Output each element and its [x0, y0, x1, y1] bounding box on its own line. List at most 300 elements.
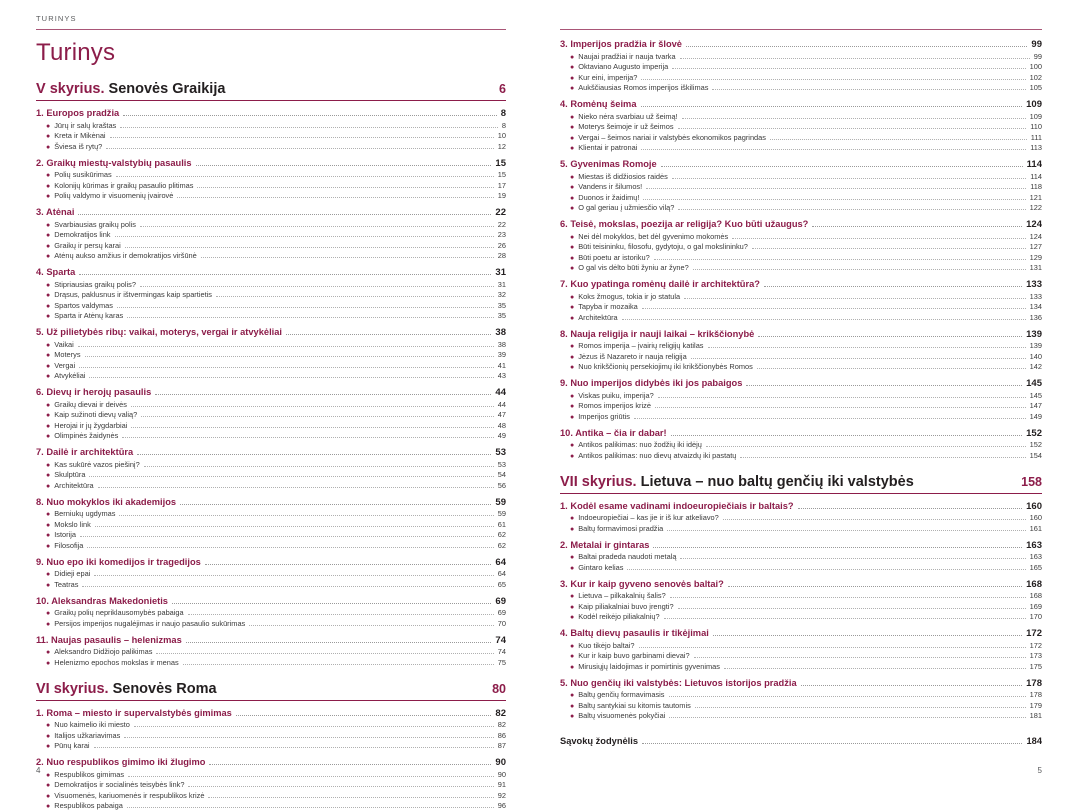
- subsection-entry[interactable]: [560, 440, 1042, 449]
- subsection-entry[interactable]: [560, 83, 1042, 92]
- subsection-entry[interactable]: [36, 121, 506, 130]
- subsection-title: Lietuva – pilkakalnių šalis?: [578, 591, 666, 600]
- leader-dots: [667, 530, 1025, 531]
- section-name: Antika – čia ir dabar!: [575, 427, 667, 438]
- section-title: [560, 39, 682, 49]
- subsection-page: 169: [1029, 601, 1042, 611]
- section-name: Graikų miestų-valstybių pasaulis: [46, 157, 192, 168]
- bullet-icon: ●: [570, 184, 575, 191]
- section-entry[interactable]: [36, 108, 506, 119]
- leader-dots: [678, 128, 1027, 129]
- leader-dots: [122, 437, 493, 438]
- bullet-icon: ●: [570, 124, 575, 131]
- subsection-entry[interactable]: [36, 569, 506, 578]
- subsection-page: 12: [497, 141, 506, 151]
- subsection-page: 110: [1030, 122, 1042, 131]
- bullet-icon: ●: [570, 293, 575, 301]
- chapter-roman: VI skyrius.: [36, 680, 109, 697]
- section-entry[interactable]: [560, 678, 1042, 689]
- subsection-title: Teatras: [54, 579, 79, 589]
- subsection-title: Vaikai: [54, 339, 74, 349]
- bullet-icon: ●: [570, 64, 575, 71]
- bullet-icon: ●: [46, 649, 51, 656]
- subsection-entry[interactable]: [36, 770, 506, 779]
- section-page: 38: [495, 327, 506, 338]
- bullet-icon: ●: [570, 134, 575, 142]
- subsection-title: Skulptūra: [54, 470, 86, 479]
- leader-dots: [188, 786, 493, 787]
- subsection-entry[interactable]: [560, 203, 1042, 212]
- subsection-entry[interactable]: [560, 302, 1042, 311]
- subsection-entry[interactable]: [560, 451, 1042, 460]
- subsection-entry[interactable]: [560, 341, 1042, 350]
- leader-dots: [686, 46, 1027, 47]
- leader-dots: [249, 625, 494, 626]
- subsection-entry[interactable]: [36, 280, 506, 289]
- subsection-entry[interactable]: [560, 552, 1042, 561]
- leader-dots: [131, 406, 494, 407]
- subsection-entry[interactable]: [36, 301, 506, 310]
- subsection-entry[interactable]: [560, 143, 1042, 152]
- subsection-title: Berniukų ugdymas: [54, 509, 116, 518]
- right-column: [540, 0, 1080, 783]
- leader-dots: [98, 487, 494, 488]
- subsection-entry[interactable]: [36, 361, 506, 370]
- chapter-name: Senovės Roma: [112, 680, 217, 697]
- subsection-title: Šviesa iš rytų?: [54, 141, 103, 151]
- leader-dots: [712, 89, 1025, 90]
- glossary-page: 184: [1026, 736, 1042, 746]
- subsection-entry[interactable]: [560, 690, 1042, 699]
- section-entry[interactable]: [560, 329, 1042, 340]
- subsection-page: 165: [1029, 562, 1042, 572]
- bullet-icon: ●: [46, 521, 51, 529]
- bullet-icon: ●: [46, 341, 51, 349]
- section-name: Nuo respublikos gimimo iki žlugimo: [46, 757, 206, 767]
- leader-dots: [137, 454, 491, 455]
- bullet-icon: ●: [46, 193, 51, 200]
- leader-dots: [770, 139, 1027, 140]
- section-entry[interactable]: [36, 327, 506, 338]
- section-entry[interactable]: [560, 428, 1042, 439]
- section-entry[interactable]: [36, 267, 506, 278]
- section-title: [36, 596, 168, 606]
- subsection-entry[interactable]: [36, 801, 506, 810]
- subsection-entry[interactable]: [36, 241, 506, 250]
- bullet-icon: ●: [570, 403, 575, 410]
- leader-dots: [691, 358, 1026, 359]
- subsection-title: Visuomenės, kariuomenės ir respublikos krizė: [54, 790, 205, 800]
- section-title: [36, 158, 192, 168]
- subsection-title: Romos imperija – įvairių religijų katilas: [578, 341, 704, 350]
- leader-dots: [641, 79, 1025, 80]
- subsection-entry[interactable]: [560, 263, 1042, 272]
- subsection-entry[interactable]: [560, 651, 1042, 660]
- subsection-page: 41: [497, 360, 506, 370]
- subsection-entry[interactable]: [36, 720, 506, 729]
- subsection-title: Gintaro kelias: [578, 562, 624, 572]
- subsection-title: Vandens ir šilumos!: [578, 182, 643, 191]
- left-entries: [36, 81, 506, 810]
- leader-dots: [706, 446, 1026, 447]
- subsection-entry[interactable]: [36, 340, 506, 349]
- section-page: 69: [495, 595, 506, 607]
- bullet-icon: ●: [46, 302, 51, 310]
- subsection-entry[interactable]: [36, 311, 506, 320]
- subsection-entry[interactable]: [560, 401, 1042, 410]
- subsection-page: 99: [1033, 51, 1042, 61]
- bullet-icon: ●: [570, 304, 575, 311]
- subsection-page: 173: [1029, 651, 1042, 660]
- subsection-title: Demokratijos link: [54, 230, 111, 239]
- bullet-icon: ●: [46, 133, 51, 140]
- bullet-icon: ●: [46, 242, 51, 250]
- subsection-page: 87: [497, 741, 506, 750]
- subsection-entry[interactable]: [36, 481, 506, 490]
- section-entry[interactable]: [36, 387, 506, 398]
- leader-dots: [79, 367, 494, 368]
- section-entry[interactable]: [36, 708, 506, 719]
- bullet-icon: ●: [46, 732, 51, 740]
- subsection-entry[interactable]: [560, 172, 1042, 181]
- section-entry[interactable]: [36, 757, 506, 768]
- subsection-entry[interactable]: [560, 313, 1042, 322]
- subsection-entry[interactable]: [36, 131, 506, 140]
- bullet-icon: ●: [570, 314, 575, 322]
- subsection-entry[interactable]: [36, 619, 506, 628]
- subsection-entry[interactable]: [560, 412, 1042, 421]
- section-entry[interactable]: [560, 579, 1042, 590]
- subsection-title: Atvykėliai: [54, 371, 86, 380]
- subsection-entry[interactable]: [36, 371, 506, 380]
- subsection-title: Svarbiausias graikų polis: [54, 219, 136, 229]
- leader-dots: [78, 346, 494, 347]
- leader-dots: [156, 653, 493, 654]
- bullet-icon: ●: [46, 532, 51, 539]
- subsection-entry[interactable]: [560, 563, 1042, 572]
- bullet-icon: ●: [46, 313, 51, 320]
- subsection-entry[interactable]: [36, 780, 506, 789]
- section-number: 5.: [36, 327, 44, 337]
- section-name: Nuo mokyklos iki akademijos: [46, 496, 177, 507]
- section-page: 133: [1026, 279, 1042, 290]
- leader-dots: [684, 298, 1026, 299]
- subsection-page: 43: [497, 371, 506, 380]
- section-entry[interactable]: [560, 39, 1042, 50]
- subsection-title: Didieji epai: [54, 569, 91, 578]
- subsection-title: Nuo kaimelio iki miesto: [54, 720, 130, 729]
- subsection-entry[interactable]: [36, 791, 506, 800]
- glossary-entry[interactable]: [560, 736, 1042, 746]
- subsection-title: Oktaviano Augusto imperija: [578, 62, 669, 71]
- section-title: [36, 757, 205, 767]
- subsection-entry[interactable]: [36, 170, 506, 179]
- section-entry[interactable]: [36, 596, 506, 607]
- bullet-icon: ●: [46, 571, 51, 578]
- subsection-entry[interactable]: [36, 530, 506, 539]
- leader-dots: [658, 397, 1026, 398]
- subsection-page: 163: [1029, 552, 1042, 561]
- section-number: 4.: [560, 628, 568, 638]
- section-entry[interactable]: [36, 635, 506, 646]
- subsection-entry[interactable]: [36, 230, 506, 239]
- subsection-page: 74: [497, 647, 506, 656]
- subsection-entry[interactable]: [560, 711, 1042, 720]
- subsection-page: 49: [497, 431, 506, 440]
- section-entry[interactable]: [36, 557, 506, 568]
- subsection-entry[interactable]: [560, 362, 1042, 371]
- leader-dots: [95, 526, 494, 527]
- subsection-entry[interactable]: [36, 400, 506, 409]
- section-name: Dievų ir herojų pasaulis: [46, 387, 152, 397]
- subsection-entry[interactable]: [560, 112, 1042, 121]
- leader-dots: [723, 519, 1026, 520]
- subsection-entry[interactable]: [560, 352, 1042, 361]
- subsection-entry[interactable]: [36, 181, 506, 190]
- section-name: Kuo ypatinga romėnų dailė ir architektūra?: [570, 279, 760, 289]
- subsection-entry[interactable]: [560, 242, 1042, 251]
- leader-dots: [664, 618, 1026, 619]
- section-number: 10.: [36, 595, 49, 606]
- section-title: [560, 579, 724, 589]
- subsection-entry[interactable]: [560, 232, 1042, 241]
- subsection-entry[interactable]: [560, 701, 1042, 710]
- subsection-page: 32: [497, 290, 506, 299]
- leader-dots: [634, 418, 1026, 419]
- section-entry[interactable]: [36, 447, 506, 458]
- subsection-title: Koks žmogus, tokia ir jo statula: [578, 291, 681, 301]
- subsection-entry[interactable]: [36, 421, 506, 430]
- leader-dots: [669, 717, 1025, 718]
- chapter-heading[interactable]: [36, 81, 506, 101]
- subsection-entry[interactable]: [36, 509, 506, 518]
- subsection-entry[interactable]: [560, 253, 1042, 262]
- subsection-title: Baltų visuomenės pokyčiai: [578, 711, 666, 720]
- section-page: 44: [495, 387, 506, 398]
- leader-dots: [209, 764, 491, 765]
- subsection-title: Architektūra: [578, 312, 618, 322]
- subsection-title: Baltų santykiai su kitomis tautomis: [578, 700, 691, 710]
- section-title: [36, 447, 133, 457]
- section-name: Romėnų šeima: [570, 99, 637, 109]
- subsection-entry[interactable]: [36, 608, 506, 617]
- leader-dots: [642, 743, 1022, 744]
- section-title: [36, 635, 182, 645]
- subsection-page: 86: [497, 730, 506, 740]
- subsection-page: 178: [1029, 690, 1042, 699]
- bullet-icon: ●: [570, 265, 575, 272]
- subsection-entry[interactable]: [36, 290, 506, 299]
- subsection-page: 181: [1029, 711, 1042, 720]
- subsection-title: Būti poetu ar istoriku?: [578, 252, 650, 262]
- section-page: 59: [495, 496, 506, 508]
- subsection-page: 118: [1030, 182, 1042, 191]
- subsection-page: 92: [497, 790, 506, 800]
- subsection-entry[interactable]: [560, 73, 1042, 82]
- subsection-title: Aukščiausias Romos imperijos iškilimas: [578, 83, 709, 92]
- leader-dots: [127, 807, 494, 808]
- section-entry[interactable]: [560, 99, 1042, 110]
- chapter-roman: VII skyrius.: [560, 473, 637, 490]
- subsection-entry[interactable]: [36, 191, 506, 200]
- leader-dots: [144, 466, 494, 467]
- section-number: 6.: [560, 219, 568, 229]
- section-page: 22: [495, 207, 506, 218]
- subsection-entry[interactable]: [560, 641, 1042, 650]
- subsection-page: 136: [1029, 312, 1042, 322]
- subsection-entry[interactable]: [560, 513, 1042, 522]
- section-entry[interactable]: [560, 159, 1042, 170]
- section-title: [560, 678, 797, 688]
- subsection-entry[interactable]: [560, 662, 1042, 671]
- subsection-page: 22: [497, 219, 506, 229]
- subsection-entry[interactable]: [36, 410, 506, 419]
- subsection-page: 70: [497, 618, 506, 628]
- subsection-entry[interactable]: [36, 658, 506, 667]
- chapter-heading[interactable]: [36, 681, 506, 701]
- subsection-title: Naujai pradžiai ir nauja tvarka: [578, 51, 676, 61]
- section-name: Nuo epo iki komedijos ir tragedijos: [46, 556, 201, 567]
- subsection-page: 100: [1029, 62, 1042, 71]
- section-number: 9.: [36, 556, 44, 567]
- subsection-entry[interactable]: [36, 431, 506, 440]
- section-entry[interactable]: [36, 497, 506, 508]
- subsection-entry[interactable]: [36, 460, 506, 469]
- leader-dots: [188, 614, 494, 615]
- leader-dots: [672, 178, 1026, 179]
- subsection-page: 28: [497, 251, 506, 260]
- section-entry[interactable]: [36, 158, 506, 169]
- leader-dots: [128, 776, 494, 777]
- chapter-name: Senovės Graikija: [108, 81, 226, 97]
- subsection-title: Romos imperijos krizė: [578, 401, 651, 410]
- subsection-page: 124: [1029, 231, 1042, 241]
- bullet-icon: ●: [570, 194, 575, 202]
- section-page: 168: [1026, 578, 1042, 590]
- bullet-icon: ●: [46, 433, 51, 440]
- subsection-page: 168: [1029, 591, 1042, 600]
- section-page: 8: [500, 108, 506, 119]
- subsection-entry[interactable]: [36, 580, 506, 589]
- section-entry[interactable]: [560, 279, 1042, 290]
- subsection-entry[interactable]: [560, 62, 1042, 71]
- leader-dots: [127, 317, 494, 318]
- subsection-entry[interactable]: [560, 52, 1042, 61]
- section-page: 139: [1026, 328, 1042, 340]
- section-page: 145: [1026, 378, 1042, 389]
- subsection-entry[interactable]: [36, 541, 506, 550]
- subsection-entry[interactable]: [560, 524, 1042, 533]
- section-name: Už pilietybės ribų: vaikai, moterys, vergai ir atvykėliai: [46, 327, 282, 337]
- subsection-title: Olimpinės žaidynės: [54, 431, 119, 440]
- leader-dots: [678, 209, 1025, 210]
- bullet-icon: ●: [46, 743, 51, 750]
- subsection-entry[interactable]: [560, 133, 1042, 142]
- subsection-page: 65: [497, 579, 506, 589]
- bullet-icon: ●: [570, 702, 575, 710]
- subsection-page: 113: [1030, 143, 1042, 152]
- bullet-icon: ●: [46, 792, 51, 800]
- chapter-heading[interactable]: [560, 474, 1042, 494]
- leader-dots: [758, 336, 1022, 337]
- section-number: 10.: [560, 427, 573, 438]
- subsection-entry[interactable]: [560, 122, 1042, 131]
- subsection-entry[interactable]: [36, 220, 506, 229]
- subsection-title: Aleksandro Didžiojo palikimas: [54, 647, 153, 656]
- section-name: Roma – miesto ir supervalstybės gimimas: [46, 707, 232, 718]
- bullet-icon: ●: [570, 353, 575, 361]
- subsection-page: 23: [497, 230, 506, 239]
- leader-dots: [653, 547, 1022, 548]
- subsection-entry[interactable]: [36, 350, 506, 359]
- bullet-icon: ●: [570, 515, 575, 522]
- leader-dots: [205, 564, 492, 565]
- section-name: Metalai ir gintaras: [570, 539, 650, 550]
- chapter-page: 158: [1021, 474, 1042, 489]
- section-entry[interactable]: [36, 207, 506, 218]
- section-entry[interactable]: [560, 540, 1042, 551]
- subsection-entry[interactable]: [560, 193, 1042, 202]
- section-entry[interactable]: [560, 501, 1042, 512]
- subsection-title: Jėzus iš Nazareto ir nauja religija: [578, 351, 687, 361]
- subsection-entry[interactable]: [36, 741, 506, 750]
- section-title: [36, 327, 282, 337]
- bullet-icon: ●: [46, 722, 51, 729]
- leader-dots: [646, 188, 1026, 189]
- leader-dots: [655, 407, 1026, 408]
- subsection-page: 175: [1029, 661, 1042, 671]
- subsection-title: Vergai: [54, 360, 76, 370]
- section-entry[interactable]: [560, 219, 1042, 230]
- subsection-entry[interactable]: [36, 520, 506, 529]
- section-page: 74: [495, 634, 506, 646]
- subsection-title: Graikų polių nepriklausomybės pabaiga: [54, 608, 184, 617]
- running-head: TURINYS: [36, 14, 77, 23]
- leader-dots: [201, 257, 494, 258]
- bullet-icon: ●: [570, 205, 575, 212]
- leader-dots: [798, 508, 1023, 509]
- leader-dots: [812, 226, 1022, 227]
- subsection-entry[interactable]: [36, 731, 506, 740]
- leader-dots: [115, 236, 494, 237]
- bullet-icon: ●: [570, 233, 575, 241]
- subsection-title: Istorija: [54, 530, 77, 539]
- section-name: Gyvenimas Romoje: [570, 159, 657, 169]
- subsection-entry[interactable]: [560, 391, 1042, 400]
- section-entry[interactable]: [560, 628, 1042, 639]
- subsection-entry[interactable]: [36, 470, 506, 479]
- section-title: [560, 540, 649, 550]
- leader-dots: [728, 586, 1022, 587]
- subsection-title: Graikų ir persų karai: [54, 240, 121, 250]
- subsection-page: 170: [1029, 612, 1042, 621]
- chapter-title: [36, 81, 491, 97]
- section-entry[interactable]: [560, 378, 1042, 389]
- subsection-entry[interactable]: [560, 612, 1042, 621]
- bullet-icon: ●: [570, 85, 575, 92]
- subsection-entry[interactable]: [560, 602, 1042, 611]
- section-title: [560, 628, 709, 638]
- subsection-entry[interactable]: [560, 591, 1042, 600]
- subsection-title: Jūrų ir salų kraštas: [54, 120, 117, 130]
- subsection-entry[interactable]: [36, 142, 506, 151]
- subsection-entry[interactable]: [36, 647, 506, 656]
- subsection-entry[interactable]: [36, 251, 506, 260]
- section-title: [560, 99, 637, 109]
- subsection-entry[interactable]: [560, 292, 1042, 301]
- subsection-entry[interactable]: [560, 182, 1042, 191]
- subsection-title: Moterys: [54, 350, 81, 359]
